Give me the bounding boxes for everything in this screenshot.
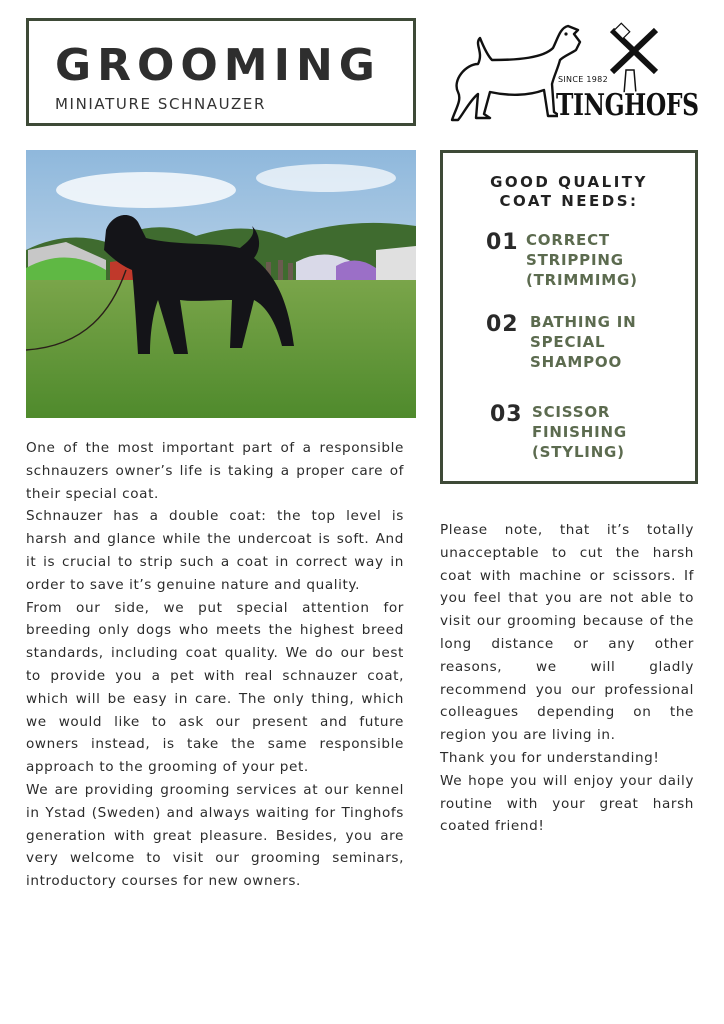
coat-needs-title-line2: COAT NEEDS: <box>499 192 639 210</box>
coat-need-line: (TRIMMIMG) <box>526 271 638 289</box>
coat-need-line: SCISSOR <box>532 403 611 421</box>
title-box <box>26 18 416 126</box>
windmill-icon <box>612 23 656 94</box>
coat-need-line: BATHING IN <box>530 313 637 331</box>
left-text-column <box>26 437 404 893</box>
coat-need-text <box>526 230 638 290</box>
body-paragraph: We hope you will enjoy your daily routine with your great harsh coated friend! <box>440 772 694 835</box>
body-paragraph: One of the most important part of a responsible schnauzers owner’s life is taking a proper care of their special coat. <box>26 440 404 502</box>
body-paragraph: Schnauzer has a double coat: the top level is harsh and glance while the undercoat is soft. And it is crucial to strip such a coat in correct way in order to save it’s genuine nature and quality. <box>26 508 404 593</box>
logo-since: SINCE 1982 <box>558 75 608 84</box>
coat-need-line: CORRECT <box>526 231 610 249</box>
coat-need-line: SPECIAL <box>530 333 606 351</box>
logo-brand: TINGHOFS <box>556 88 699 123</box>
body-paragraph: Please note, that it’s totally unacceptable to cut the harsh coat with machine or scissors. If you feel that you are not able to visit our grooming because of the long distance or any other reasons, we will gladly recommend you our professional colleagues depending on the region you are living in. <box>440 522 694 744</box>
coat-need-number: 03 <box>490 402 523 427</box>
body-paragraph: We are providing grooming services at our kennel in Ystad (Sweden) and always waiting for Tinghofs generation with great pleasure. Besides, you are very welcome to visit our grooming seminars, introductory courses for new owners. <box>26 781 404 890</box>
coat-needs-box <box>440 150 698 484</box>
coat-need-line: STRIPPING <box>526 251 624 269</box>
page-subtitle: MINIATURE SCHNAUZER <box>55 95 266 113</box>
coat-need-number: 02 <box>486 312 519 337</box>
right-text-column <box>440 519 694 838</box>
coat-need-line: (STYLING) <box>532 443 625 461</box>
body-paragraph: From our side, we put special attention for breeding only dogs who meets the highest breed standards, including coat quality. We do our best to provide you a pet with real schnauzer coat, which will be easy in care. The only thing, which we would like to ask our present and future owners instead, is take the same responsible approach to the grooming of your pet. <box>26 599 404 776</box>
coat-need-text <box>532 402 627 462</box>
coat-needs-title <box>443 173 695 211</box>
coat-need-text <box>530 312 636 372</box>
coat-need-number: 01 <box>486 230 519 255</box>
schnauzer-photo <box>26 150 416 418</box>
tinghofs-logo <box>448 20 699 128</box>
coat-need-line: SHAMPOO <box>530 353 622 371</box>
page-title: GROOMING <box>55 40 381 91</box>
coat-need-line: FINISHING <box>532 423 627 441</box>
body-paragraph: Thank you for understanding! <box>440 749 660 766</box>
coat-needs-title-line1: GOOD QUALITY <box>490 173 648 191</box>
